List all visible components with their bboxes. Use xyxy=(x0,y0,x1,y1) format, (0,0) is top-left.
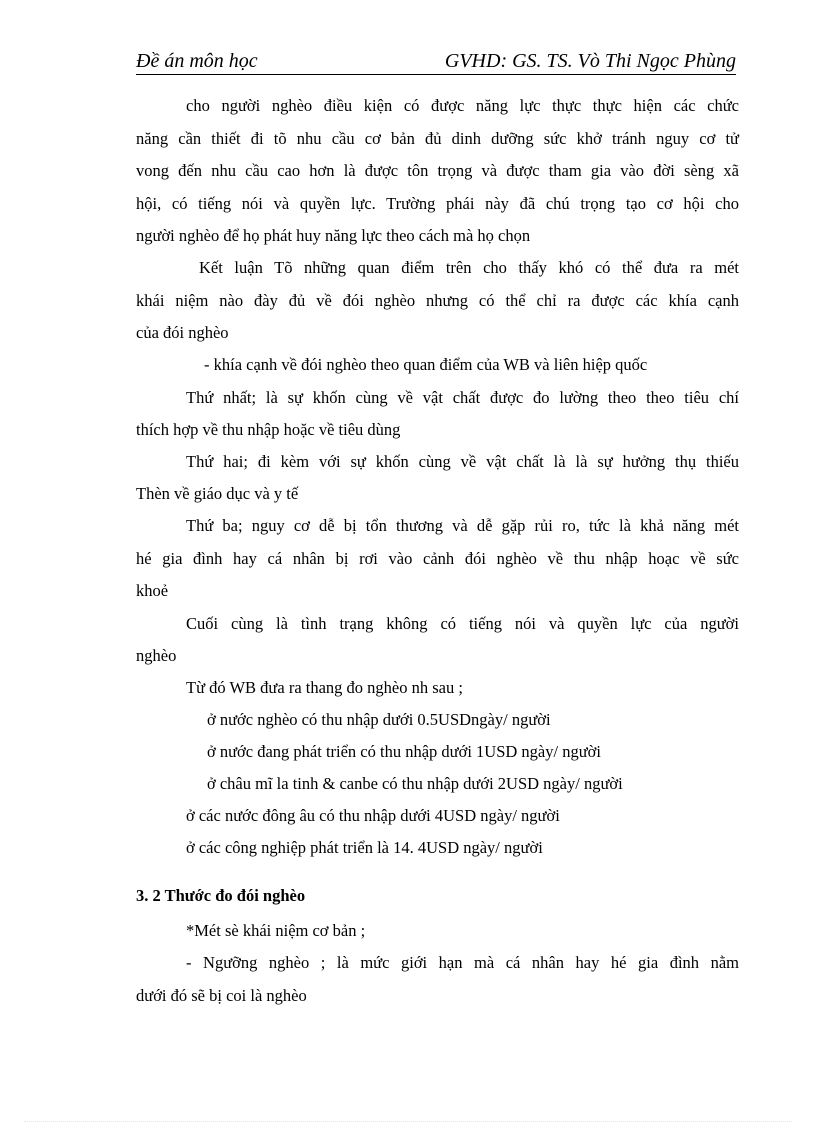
list-item: ở châu mĩ la tinh & canbe có thu nhập dưới 2USD ngày/ người xyxy=(207,774,623,793)
text-line: *Mét sè khái niệm cơ bản ; xyxy=(186,921,366,940)
list-item: ở các công nghiệp phát triển là 14. 4USD ngày/ người xyxy=(186,838,543,857)
text-line: - Ngưỡng nghèo ; là mức giới hạn mà cá nhân hay hé gia đình nằm xyxy=(186,953,739,972)
page-bottom-rule xyxy=(24,1121,792,1122)
list-item: ở nước đang phát triển có thu nhập dưới 1USD ngày/ người xyxy=(207,742,601,761)
header-advisor: GVHD: GS. TS. Vò Thi Ngọc Phùng xyxy=(444,50,736,72)
text-line: Thứ ba; nguy cơ dễ bị tổn thương và dễ gặp rủi ro, tức là khả năng mét xyxy=(186,516,739,535)
header-course: Đề án môn học xyxy=(136,50,258,72)
text-line: hé gia đình hay cá nhân bị rơi vào cảnh đói nghèo về thu nhập hoạc về sức xyxy=(136,549,739,568)
text-line: Thứ nhất; là sự khốn cùng về vật chất được đo lường theo theo tiêu chí xyxy=(186,388,739,407)
text-line: hội, có tiếng nói và quyền lực. Trường phái này đã chú trọng tạo cơ hội cho xyxy=(136,194,739,213)
text-line: khoẻ xyxy=(136,581,169,600)
text-line: Kết luận Tõ những quan điểm trên cho thấy khó có thể đưa ra mét xyxy=(199,258,739,277)
text-line: dưới đó sẽ bị coi là nghèo xyxy=(136,986,307,1005)
text-line: Từ đó WB đưa ra thang đo nghèo nh sau ; xyxy=(186,678,463,697)
text-line: người nghèo để họ phát huy năng lực theo cách mà họ chọn xyxy=(136,226,531,245)
text-line: Thứ hai; đi kèm với sự khốn cùng về vật chất là là sự hưởng thụ thiếu xyxy=(186,452,739,471)
text-line: - khía cạnh về đói nghèo theo quan điểm của WB và liên hiệp quốc xyxy=(204,355,648,374)
text-line: cho người nghèo điều kiện có được năng lực thực thực hiện các chức xyxy=(186,96,739,115)
text-line: của đói nghèo xyxy=(136,323,229,342)
text-line: vong đến nhu cầu cao hơn là được tôn trọng và được tham gia vào đời sèng xã xyxy=(136,161,739,180)
text-line: khái niệm nào đày đủ về đói nghèo nhưng có thể chỉ ra được các khía cạnh xyxy=(136,291,739,310)
text-line: năng cần thiết đi tõ nhu cầu cơ bản đủ dinh dưỡng sức khở tránh nguy cơ tử xyxy=(136,129,739,148)
text-line: thích hợp về thu nhập hoặc về tiêu dùng xyxy=(136,420,401,439)
text-line: Cuối cùng là tình trạng không có tiếng nói và quyền lực của người xyxy=(186,614,739,633)
list-item: ở các nước đông âu có thu nhập dưới 4USD ngày/ người xyxy=(186,806,560,825)
text-line: Thèn về giáo dục và y tế xyxy=(136,484,299,503)
section-heading: 3. 2 Thước đo đói nghèo xyxy=(136,886,306,905)
text-line: nghèo xyxy=(136,646,177,665)
page-header xyxy=(136,48,736,75)
list-item: ở nước nghèo có thu nhập dưới 0.5USDngày/ người xyxy=(207,710,551,729)
